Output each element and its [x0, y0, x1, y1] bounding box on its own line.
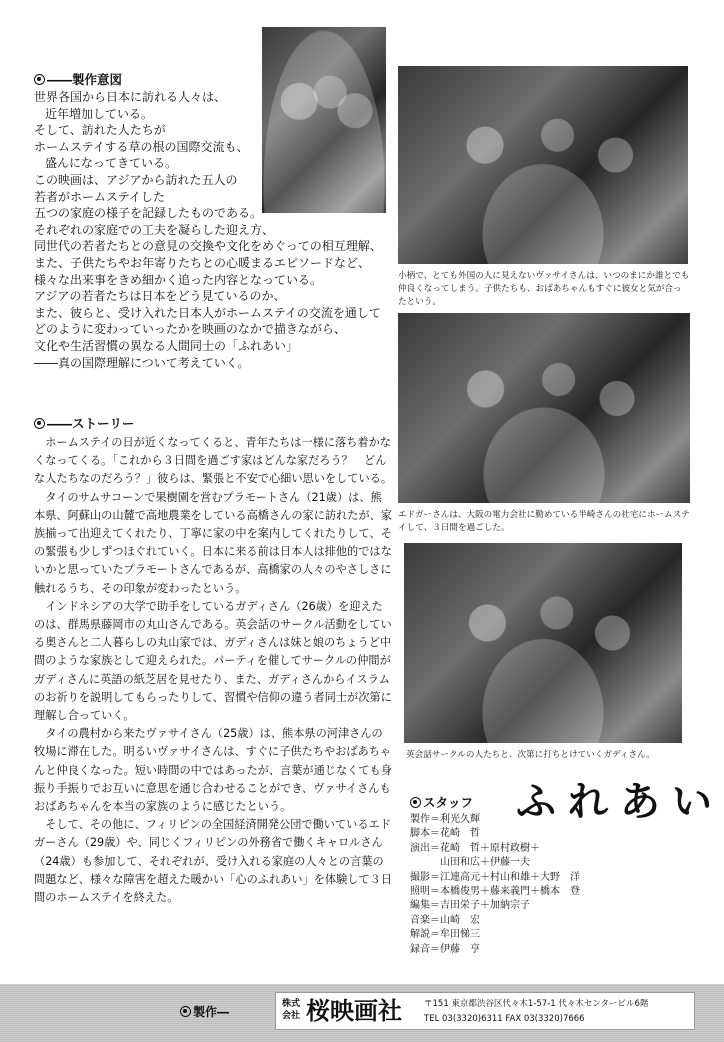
- intro-line: そして、訪れた人たちが: [34, 123, 166, 138]
- footer-band: [0, 984, 724, 1042]
- title-art-fureai: ふれあい: [516, 778, 724, 825]
- intro-line: どのように変わっていったかを映画のなかで描きながら、: [34, 322, 346, 337]
- story-text: [34, 434, 392, 907]
- circle-bullet-icon: [180, 1006, 191, 1017]
- caption-photo-edgar: エドガーさんは、大阪の電力会社に勤めている半崎さんの社宅にホームステイして、３日間を過ごした。: [398, 510, 690, 533]
- intro-line: 同世代の若者たちとの意見の交換や文化をめぐっての相互理解、: [34, 239, 382, 254]
- story-paragraph: タイのサムサコーンで果樹園を営むプラモートさん（21歳）は、熊本県、阿蘇山の山麓で高地農業をしている高橋さんの家に訪れたが、家族揃って出迎えてくれたり、丁寧に家の中を案内してくれたりして、その緊張も少しずつほぐれていく。日本に来る前は日本人は排他的ではないかと思っていたプラモートさんであるが、高橋家の人々のやさしさに触れるうち、その印象が変わったという。: [34, 490, 393, 595]
- story-paragraph: インドネシアの大学で助手をしているガディさん（26歳）を迎えたのは、群馬県藤岡市の丸山さんである。英会話のサークル活動をしている奥さんと二人暮らしの丸山家では、ガディさんは妹と娘のちょうど中間のような家族として迎えられた。パーティを催してサークルの仲間がガディさんに英語の紙芝居を見せたり、また、ガディさんからイスラムのお祈りを説明してもらったりして、習慣や信仰の違う者同士が次第に理解し合っていく。: [34, 599, 392, 723]
- staff-row: 解説＝牟田悌三: [410, 929, 480, 941]
- intro-line: 世界各国から日本に訪れる人々は、: [34, 90, 227, 104]
- intro-line: 様々な出来事をきめ細かく追った内容となっている。: [34, 272, 323, 287]
- intro-line: 五つの家庭の様子を記録したものである。: [34, 206, 263, 221]
- photo-edgar-dinner: [398, 313, 690, 503]
- photo-grandmother-party: [398, 66, 688, 264]
- intro-line: ――真の国際理解について考えていく。: [34, 355, 250, 370]
- story-paragraph: ホームステイの日が近くなってくると、青年たちは一様に落ち着かなくなってくる。「これから３日間を過ごす家はどんな家だろう？ どんな人たちなのだろう？」彼らは、緊張と不安で心細い思いをしている。: [34, 436, 393, 486]
- intro-line: また、彼らと、受け入れた日本人がホームステイの交流を通して: [34, 305, 381, 320]
- intro-line: それぞれの家庭での工夫を凝らした迎え方、: [34, 222, 275, 237]
- staff-row: 編集＝吉田栄子＋加納宗子: [410, 900, 530, 912]
- circle-bullet-icon: [34, 418, 45, 429]
- footer-production-label: 製作―: [180, 1004, 229, 1020]
- staff-heading: スタッフ: [410, 795, 473, 811]
- staff-row: 脚本＝花崎 哲: [410, 828, 480, 840]
- staff-row: 山田和広＋伊藤一夫: [410, 857, 530, 869]
- intro-line: ホームステイする草の根の国際交流も、: [34, 139, 249, 154]
- staff-list: [410, 813, 700, 957]
- story-paragraph: そして、その他に、フィリピンの全国経済開発公団で働いているエドガーさん（29歳）や、同じくフィリピンの外務省で働くキャロルさん（24歳）も参加して、それぞれが、受け入れる家庭の人々との言葉の問題など、様々な障害を超えた暖かい「心のふれあい」を体験して３日間のホームステイを終えた。: [34, 818, 393, 905]
- staff-row: 演出＝花崎 哲＋原村政樹＋: [410, 842, 540, 854]
- intro-line: この映画は、アジアから訪れた五人の: [34, 172, 238, 187]
- intro-line: 文化や生活習慣の異なる人間同士の「ふれあい」: [34, 338, 299, 353]
- circle-bullet-icon: [34, 74, 45, 85]
- intro-line: 盛んになってきている。: [45, 156, 178, 171]
- company-name: 桜映画社: [306, 997, 402, 1025]
- caption-photo-vasai: 小柄で、とても外国の人に見えないヴァサイさんは、いつのまにか誰とでも仲良くなってしまう。子供たちも、おばあちゃんもすぐに彼女と気が合ったという。: [398, 271, 690, 307]
- intro-line: 近年増加している。: [45, 106, 154, 121]
- intro-heading: ――製作意図: [34, 72, 122, 88]
- caption-photo-gadi: 英会話サークルの人たちと、次第に打ちとけていくガディさん。: [406, 750, 655, 760]
- staff-row: 音楽＝山崎 宏: [410, 914, 480, 926]
- company-address: 〒151 東京都渋谷区代々木1-57-1 代々木センタービル6階: [424, 999, 649, 1009]
- corp-type-bottom: 会社: [282, 1011, 301, 1021]
- staff-row: 撮影＝江連高元＋村山和雄＋大野 洋: [410, 871, 580, 883]
- circle-bullet-icon: [410, 797, 421, 808]
- corp-type-top: 株式: [282, 999, 301, 1009]
- intro-text: [34, 89, 394, 371]
- footer-company-box: [275, 992, 695, 1030]
- intro-line: 若者がホームステイした: [34, 189, 165, 204]
- story-heading: ――ストーリー: [34, 416, 135, 432]
- intro-line: また、子供たちやお年寄りたちとの心暖まるエピソードなど、: [34, 255, 371, 270]
- staff-row: 製作＝利光久輝: [410, 814, 480, 825]
- staff-row: 録音＝伊藤 亨: [410, 943, 480, 955]
- intro-line: アジアの若者たちは日本をどう見ているのか、: [34, 289, 286, 304]
- photo-gadi-circle: [404, 543, 682, 743]
- corp-type: [282, 998, 300, 1022]
- staff-row: 照明＝本橋俊男＋藤来義門＋橋本 登: [410, 886, 580, 898]
- company-phone: TEL 03(3320)6311 FAX 03(3320)7666: [424, 1014, 585, 1024]
- story-paragraph: タイの農村から来たヴァサイさん（25歳）は、熊本県の河津さんの牧場に滞在した。明るいヴァサイさんは、すぐに子供たちやおばあちゃんと仲良くなった。短い時間の中ではあったが、言葉が通じなくても身振り手振りでお互いに意思を通じ合わせることができ、ヴァサイさんもおばあちゃんを本当の家族のように感じたという。: [34, 727, 392, 814]
